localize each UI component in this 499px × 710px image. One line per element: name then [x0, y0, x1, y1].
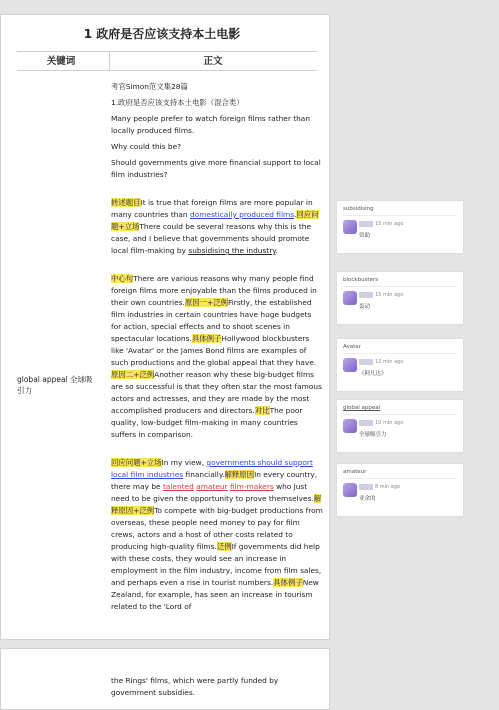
comment-time: 12 min ago	[375, 359, 404, 365]
annotation-tag[interactable]: 转述题目	[111, 198, 141, 207]
comment-card[interactable]	[336, 271, 464, 325]
annotated-phrase[interactable]: talented	[162, 482, 194, 491]
keyword-cell: global appeal 全球吸引力	[17, 375, 93, 395]
comment-time: 8 min ago	[375, 484, 401, 490]
intro-line: 考官Simon范文集28篇	[111, 82, 188, 91]
annotation-tag[interactable]: 中心句	[111, 274, 134, 283]
header-divider	[109, 52, 110, 70]
annotation-tag[interactable]: 回应问题+立场	[111, 210, 319, 231]
annotated-phrase[interactable]: subsidising the industry	[188, 246, 276, 255]
document-page-2	[0, 648, 330, 710]
intro-line: Many people prefer to watch foreign films rather than locally produced films.	[111, 114, 311, 135]
comment-quote: amateur	[343, 469, 367, 475]
annotation-tag[interactable]: 解释原因+泛例	[111, 494, 322, 515]
comment-time: 15 min ago	[375, 292, 404, 298]
comment-card[interactable]	[336, 399, 464, 453]
avatar	[343, 291, 357, 305]
annotation-tag[interactable]: 解释原因	[224, 470, 255, 479]
username-redacted	[359, 292, 373, 298]
annotated-phrase[interactable]: amateur	[196, 482, 228, 491]
annotation-tag[interactable]: 对比	[254, 406, 270, 415]
avatar	[343, 358, 357, 372]
avatar	[343, 220, 357, 234]
username-redacted	[359, 359, 373, 365]
annotation-tag[interactable]: 原因一+泛例	[184, 298, 229, 307]
header-body: 正文	[203, 56, 223, 67]
table-header	[17, 51, 317, 71]
continued-text: the Rings' films, which were partly funded by government subsidies.	[111, 676, 279, 697]
paragraph-3: 回应问题+立场In my view, governments should support local film industries financially.解释原因In every country, there may be talented amateur film-makers who just need to be given the opportunity to prove themselves.解释原因+泛例To compete with big-budget productions from overseas, these people need money to pay for film crews, actors and a host of other costs related to producing high-quality films.泛例If governments did help with these costs, they would see an increase in employment in the film industry, income from film sales, and perhaps even a rise in tourist numbers.具体例子New Zealand, for example, has seen an increase in tourism related to the 'Lord of	[111, 458, 323, 611]
document-page	[0, 14, 330, 640]
comment-card[interactable]	[336, 463, 464, 517]
header-keyword: 关键词	[46, 56, 76, 67]
comment-quote: Avatar	[343, 344, 361, 350]
username-redacted	[359, 484, 373, 490]
comment-time: 10 min ago	[375, 420, 404, 426]
annotated-phrase[interactable]: film-makers	[229, 482, 274, 491]
body-text	[111, 81, 323, 617]
comment-text: 轰动	[359, 304, 371, 310]
paragraph-2: 中心句There are various reasons why many people find foreign films more enjoyable than the films produced in their own countries.原因一+泛例Firstly, the established film industries in certain countries have huge budgets for action, special effects and to shoot scenes in spectacular locations.具体例子Hollywood blockbusters like 'Avatar' or the James Bond films are examples of such productions and the global appeal that they have.原因二+泛例Another reason why these big-budget films are so successful is that they often star the most famous actors and actresses, and they are made by the most accomplished producers and directors.对比The poor quality, low-budget film-making in many countries suffers in comparison.	[111, 274, 322, 439]
annotated-phrase[interactable]: domestically produced films	[189, 210, 295, 219]
comment-quote: blockbusters	[343, 277, 379, 283]
comment-text: 业余的	[359, 496, 376, 502]
avatar	[343, 419, 357, 433]
annotation-tag[interactable]: 泛例	[216, 542, 232, 551]
annotation-tag[interactable]: 回应问题+立场	[111, 458, 162, 467]
comment-quote: global appeal	[343, 405, 381, 411]
comment-card[interactable]	[336, 200, 464, 254]
annotation-tag[interactable]: 具体例子	[191, 334, 222, 343]
scrollbar[interactable]	[491, 0, 499, 699]
annotation-tag[interactable]: 原因二+泛例	[111, 370, 155, 379]
avatar	[343, 483, 357, 497]
username-redacted	[359, 221, 373, 227]
comment-quote: subsidising	[343, 206, 374, 212]
page-title: 1 政府是否应该支持本土电影	[83, 27, 241, 41]
comment-text: 《阿凡达》	[359, 371, 387, 377]
annotated-phrase[interactable]: governments should support local film industries	[111, 458, 313, 479]
username-redacted	[359, 420, 373, 426]
intro-line: 1.政府是否应该支持本土电影（混合类）	[111, 98, 244, 107]
comment-card[interactable]	[336, 338, 464, 392]
intro-line: Should governments give more financial support to local film industries?	[111, 158, 321, 179]
comment-text: 资助	[359, 233, 371, 239]
annotation-tag[interactable]: 具体例子	[273, 578, 303, 587]
comment-text: 全球吸引力	[359, 432, 387, 438]
comment-time: 15 min ago	[375, 221, 404, 227]
paragraph-1: 转述题目It is true that foreign films are more popular in many countries than domestically produced films 回应问题+立场There could be several reasons why this is the case, and I believe that governments should promote local film-making by subsidising the industry.	[111, 198, 319, 255]
intro-line: Why could this be?	[111, 142, 182, 151]
